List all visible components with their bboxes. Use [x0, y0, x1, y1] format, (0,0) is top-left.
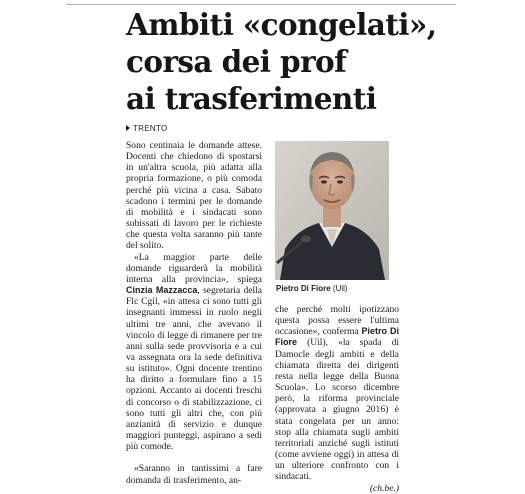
person-name-mazzacca: Cinzia Mazzacca: [126, 285, 198, 296]
author-signature: (ch.be.): [369, 482, 399, 494]
caption-role: (Uil): [332, 284, 348, 293]
paragraph-4-text-b: (Uil), «la spada di Damocle degli ambiti e della chiamata diretta dei dirigenti resta nella legge della Buona Scuola». Lo scorso dicembre però, la riforma provinciale (approvata a giugno 2016) è stata congelata per un anno: stop alla chiamata sugli ambiti territoriali anziché sugli istituti (come avviene oggi) in attesa di un ulteriore confronto con i sindacati.: [275, 337, 400, 483]
caption-name: Pietro Di Fiore: [276, 284, 331, 293]
paragraph-2-text-a: «La maggior parte delle domande riguarderà la mobilità interna alla provincia», spiega: [126, 251, 262, 285]
headline-line-1: Ambiti «congelati»,: [126, 7, 437, 42]
paragraph-3: «Saranno in tantissimi a fare domanda di trasferimento, an-: [126, 463, 262, 486]
portrait-photo: [275, 141, 389, 280]
paragraph-4-text-a: che perché molti ipotizzano questa possa essere l'ultima occasione», conferma: [275, 304, 399, 338]
paragraph-1: Sono centinaia le domande attese. Docenti che chiedono di spostarsi in un'altra scuola, più adatta alla propria formazione, o più comoda perché più vicina a casa. Sabato scadono i termini per le domande di mobilità e i sindacati sono subissati di lavoro per le richieste che questa volta saranno più tante del solito.: [126, 140, 262, 252]
photo-caption: [276, 284, 348, 293]
headline-line-2: corsa dei prof: [126, 44, 347, 79]
paragraph-2-text-b: , segretaria della Flc Cgil, «in attesa ci sono tutti gli insegnanti immessi in ruolo negli ultimi tre anni, che avevano il vincolo di legge di rimanere per tre anni sulla sede provvisoria e a cui va assegnata ora la sede definitiva su istituto». Ogni docente trentino ha diritto a formulare fino a 15 opzioni. Accanto ai docenti freschi di concorso o di stabilizzazione, ci sono tutti gli altri che, con più anzianità di servizio e dunque maggiori punteggi, aspirano a sedi più comode.: [126, 285, 262, 453]
paragraph-4: [275, 304, 399, 483]
dateline-text: TRENTO: [133, 124, 168, 133]
top-rule: [66, 4, 456, 5]
headline-line-3: ai trasferimenti: [126, 81, 377, 116]
body-column-1: [126, 140, 262, 486]
portrait-illustration: [275, 141, 389, 280]
dateline-bullet-icon: [126, 125, 130, 131]
paragraph-2: [126, 252, 262, 453]
headline: [126, 6, 466, 117]
dateline: [126, 124, 168, 133]
person-name-difiore: Pietro Di Fiore: [275, 326, 399, 348]
body-column-2: [275, 304, 399, 494]
